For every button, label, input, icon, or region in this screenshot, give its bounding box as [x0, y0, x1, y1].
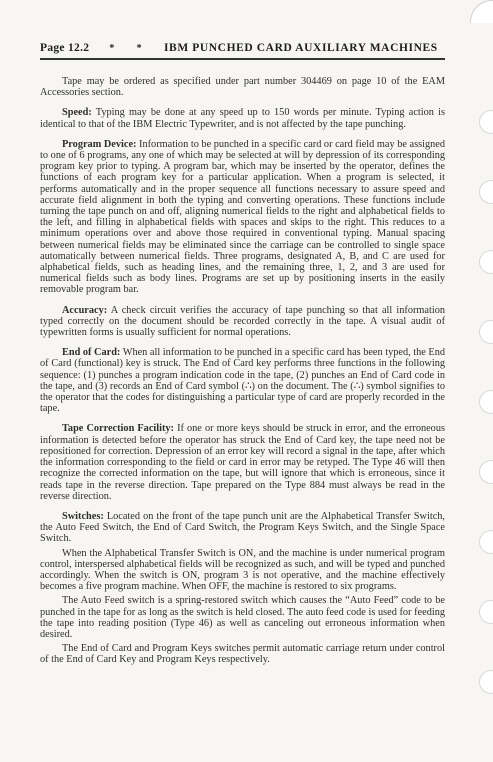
binder-hole: [479, 530, 493, 554]
paragraph-end-of-card: [40, 347, 445, 414]
paragraph-text: Information to be punched in a specific card or card field may be assigned to one of 6 programs, any one of which may be selected at will by depression of its corresponding program key prior to typing. A program bar, which may be inserted by the operator, defines the functions of each program key for a particular application. When a program is selected, it performs automatically and in the proper sequence all functions necessary to assure speed and accurate field alignment in both the typing and converting operations. These functions include turning the tape punch on and off, aligning numerical fields to the right and alphabetical fields to the left, and filling in alphabetical fields with spaces and skips to the right. This reduces to a minimum operations over and above those required in conventional typing. Manual spacing between numerical fields may be eliminated since the carriage can be controlled to single space automatically between numerical fields. Three programs, designated A, B, and C are used for alphabetical fields, such as heading lines, and the remaining three, 1, 2, and 3 are used for numerical fields such as body lines. Programs are set up by positioning inserts in the easily removable program bar.: [40, 138, 445, 296]
page-number: Page 12.2: [40, 42, 90, 54]
binder-hole: [479, 600, 493, 624]
paragraph-text: The End of Card and Program Keys switches permit automatic carriage return under control of the End of Card Key and Program Keys respectively.: [40, 643, 445, 666]
paragraph-text: If one or more keys should be struck in error, and the erroneous information is detected before the operator has struck the End of Card key, the tape need not be repositioned for correction. Depression of an error key will record a signal in the tape, after which the information corresponding to the field or card in error may be retyped. The Type 46 will then recognize the corrected information on the tape, but will ignore that which is erroneous, since it reads tape in the reverse direction. Tape prepared on the Type 884 must always be read in the reverse direction.: [40, 423, 445, 502]
paragraph-lead: End of Card:: [62, 347, 121, 359]
binder-hole: [479, 320, 493, 344]
binder-hole: [479, 460, 493, 484]
paragraph-text: The Auto Feed switch is a spring-restored switch which causes the “Auto Feed” code to be punched in the tape for as long as the switch is held closed. The auto feed code is used for feeding the tape into reading position (Type 46) as well as canceling out erroneous information when desired.: [40, 595, 445, 640]
paragraph-end-of-card-switch: [40, 643, 445, 665]
binder-hole: [479, 250, 493, 274]
header-star: *: [109, 43, 115, 54]
paragraph-auto-feed: [40, 595, 445, 640]
paragraph-lead: Accuracy:: [62, 304, 108, 316]
binder-hole: [479, 670, 493, 694]
document-body: [40, 76, 445, 669]
page-corner: [470, 0, 493, 23]
binder-hole: [479, 180, 493, 204]
paragraph-text: Tape may be ordered as specified under part number 304469 on page 10 of the EAM Accessories section.: [40, 76, 445, 99]
header-rule: [40, 58, 445, 60]
page-header: [40, 42, 444, 54]
header-star: *: [136, 43, 142, 54]
paragraph-accuracy: [40, 305, 445, 339]
paragraph-text: When all information to be punched in a specific card has been typed, the End of Card (functional) key is struck. The End of Card key performs three functions in the following sequence: (1) punches a program indication code in the tape, (2) punches an End of Card code in the tape, and (3) records an End of Card symbol (∴) on the document. The (∴) symbol signifies to the operator that the codes for distinguishing a particular type of card are properly recorded in the tape.: [40, 347, 445, 415]
paragraph-program-device: [40, 139, 445, 296]
paragraph-speed: [40, 107, 445, 129]
paragraph-tape-order: [40, 76, 445, 98]
paragraph-text: Typing may be done at any speed up to 150 words per minute. Typing action is identical to that of the IBM Electric Typewriter, and is not affected by the tape punching.: [40, 107, 445, 130]
paragraph-text: When the Alphabetical Transfer Switch is ON, and the machine is under numerical program control, interspersed alphabetical fields will be recognized as such, and will be typed and punched accordingly. When the switch is ON, program 3 is not operative, and the machine effectively becomes a five program machine. When OFF, the machine is restored to six programs.: [40, 547, 445, 593]
paragraph-text: A check circuit verifies the accuracy of tape punching so that all information typed correctly on the document should be recorded correctly in the tape. A visual audit of typewritten forms is usually sufficient for normal operations.: [40, 304, 445, 339]
paragraph-lead: Speed:: [62, 107, 92, 119]
paragraph-switches: [40, 511, 445, 545]
paragraph-alphabetical-transfer: [40, 548, 445, 593]
paragraph-lead: Tape Correction Facility:: [62, 423, 174, 435]
paragraph-text: Located on the front of the tape punch unit are the Alphabetical Transfer Switch, the Auto Feed Switch, the End of Card Switch, the Program Keys Switch, and the Single Space Switch.: [40, 510, 445, 545]
paragraph-lead: Program Device:: [62, 138, 137, 150]
binder-hole: [479, 110, 493, 134]
page-title: IBM PUNCHED CARD AUXILIARY MACHINES: [163, 42, 438, 54]
binder-hole: [479, 390, 493, 414]
paragraph-tape-correction: [40, 423, 445, 501]
paragraph-lead: Switches:: [62, 510, 104, 522]
